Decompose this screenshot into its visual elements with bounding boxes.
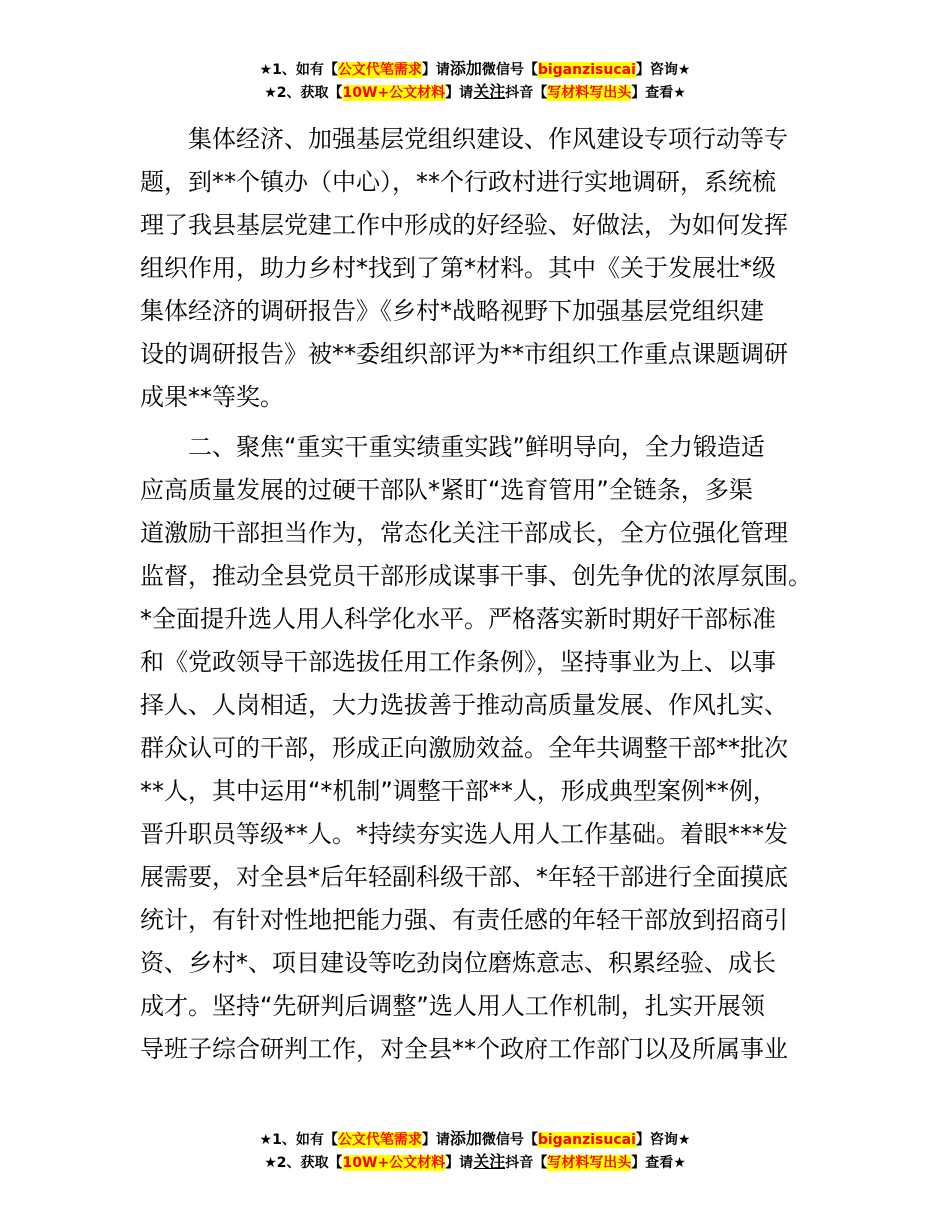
text-line: 成果**等奖。 xyxy=(140,383,284,411)
promo-text: 】查看★ xyxy=(631,1155,686,1171)
document-body xyxy=(140,118,820,1071)
text-line: *全面提升选人用人科学化水平。严格落实新时期好干部标准 xyxy=(140,605,776,633)
text-line: 集体经济的调研报告》《乡村*战略视野下加强基层党组织建 xyxy=(140,297,764,325)
promo-text: 添加 xyxy=(449,59,482,78)
text-line: 和《党政领导干部选拔任用工作条例》，坚持事业为上、以事 xyxy=(140,648,776,676)
text-line: 晋升职员等级**人。*持续夯实选人用人工作基础。着眼***发 xyxy=(140,820,788,848)
promo-text: 】请 xyxy=(421,62,450,78)
wechat-id-highlight: biganzisucai xyxy=(537,62,636,78)
promo-text: 关注 xyxy=(473,1152,506,1171)
promo-text: 添加 xyxy=(449,1129,482,1148)
promo-text: 微信号【 xyxy=(481,62,538,78)
promo-text: 】请 xyxy=(421,1132,450,1148)
promo-text: 关注 xyxy=(473,82,506,101)
text-line: 题，到**个镇办（中心），**个行政村进行实地调研，系统梳 xyxy=(140,168,776,196)
text-line: 集体经济、加强基层党组织建设、作风建设专项行动等专 xyxy=(140,125,788,153)
promo-line-1 xyxy=(0,58,950,81)
promo-highlight: 10W+公文材料 xyxy=(342,1155,446,1171)
promo-text: 抖音【 xyxy=(505,1155,548,1171)
promo-text: 2、获取【 xyxy=(276,1155,343,1171)
douyin-account-highlight: 写材料写出头 xyxy=(547,85,632,101)
text-line: 统计，有针对性地把能力强、有责任感的年轻干部放到招商引 xyxy=(140,906,788,934)
promo-text: 】请 xyxy=(445,85,474,101)
text-line: 群众认可的干部，形成正向激励效益。全年共调整干部**批次 xyxy=(140,734,788,762)
paragraph xyxy=(140,118,820,419)
footer-promo-banner xyxy=(0,1128,950,1174)
douyin-account-highlight: 写材料写出头 xyxy=(547,1155,632,1171)
text-line: **人，其中运用“*机制”调整干部**人，形成典型案例**例， xyxy=(140,777,777,805)
paragraph xyxy=(140,426,820,1071)
promo-text: 】咨询★ xyxy=(635,1132,691,1148)
star-icon: ★ xyxy=(259,1132,273,1148)
text-line: 理了我县基层党建工作中形成的好经验、好做法，为如何发挥 xyxy=(140,211,788,239)
text-line: 资、乡村*、项目建设等吃劲岗位磨炼意志、积累经验、成长 xyxy=(140,949,776,977)
promo-line-2 xyxy=(0,81,950,104)
promo-line-1 xyxy=(0,1128,950,1151)
text-line: 监督，推动全县党员干部形成谋事干事、创先争优的浓厚氛围。 xyxy=(140,562,812,590)
promo-text: 1、如有【 xyxy=(272,1132,338,1148)
text-line: 应高质量发展的过硬干部队*紧盯“选育管用”全链条，多渠 xyxy=(140,476,753,504)
wechat-id-highlight: biganzisucai xyxy=(537,1132,636,1148)
text-line: 导班子综合研判工作，对全县**个政府工作部门以及所属事业 xyxy=(140,1035,788,1063)
promo-highlight: 公文代笔需求 xyxy=(337,62,422,78)
text-line: 组织作用，助力乡村*找到了第*材料。其中《关于发展壮*级 xyxy=(140,254,776,282)
text-line: 道激励干部担当作为，常态化关注干部成长，全方位强化管理 xyxy=(140,519,788,547)
promo-text: 2、获取【 xyxy=(276,85,343,101)
star-icon: ★ xyxy=(264,85,277,101)
promo-line-2 xyxy=(0,1151,950,1174)
star-icon: ★ xyxy=(259,62,273,78)
promo-text: 微信号【 xyxy=(481,1132,538,1148)
header-promo-banner xyxy=(0,58,950,104)
text-line: 设的调研报告》被**委组织部评为**市组织工作重点课题调研 xyxy=(140,340,788,368)
promo-text: 抖音【 xyxy=(505,85,548,101)
paragraph-spacer xyxy=(140,419,820,426)
text-line: 择人、人岗相适，大力选拔善于推动高质量发展、作风扎实、 xyxy=(140,691,788,719)
promo-text: 1、如有【 xyxy=(272,62,338,78)
promo-text: 】咨询★ xyxy=(635,62,691,78)
promo-text: 】请 xyxy=(445,1155,474,1171)
promo-highlight: 公文代笔需求 xyxy=(337,1132,422,1148)
text-line: 二、聚焦“重实干重实绩重实践”鲜明导向，全力锻造适 xyxy=(140,433,765,461)
star-icon: ★ xyxy=(264,1155,277,1171)
promo-highlight: 10W+公文材料 xyxy=(342,85,446,101)
promo-text: 】查看★ xyxy=(631,85,686,101)
text-line: 展需要，对全县*后年轻副科级干部、*年轻干部进行全面摸底 xyxy=(140,863,788,891)
text-line: 成才。坚持“先研判后调整”选人用人工作机制，扎实开展领 xyxy=(140,992,765,1020)
